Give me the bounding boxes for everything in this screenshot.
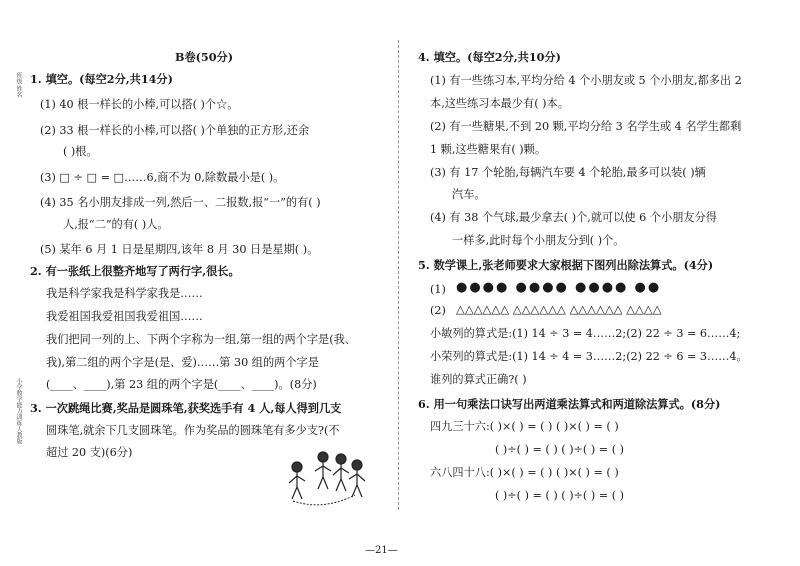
q6-a1: 四九三十六:( )×( ) = ( ) ( )×( ) = ( )	[430, 420, 619, 433]
q5-ming-answer: 小敏列的算式是:(1) 14 ÷ 3 = 4……2;(2) 22 ÷ 3 = 6……4;	[430, 327, 741, 340]
q2-line2: 我爱祖国我爱祖国我爱祖国……	[46, 310, 203, 323]
section-header: B卷(50分)	[175, 50, 233, 64]
q5-who-correct: 谁列的算式正确?( )	[430, 373, 527, 386]
q1-5: (5) 某年 6 月 1 日是星期四,该年 8 月 30 日是星期( )。	[40, 243, 319, 256]
q1-2b: ( )根。	[63, 145, 98, 158]
q3-line2: 圆珠笔,就余下几支圆珠笔。作为奖品的圆珠笔有多少支?(不	[46, 424, 340, 437]
side-label-top: 班级 姓名	[15, 72, 22, 98]
q1-1: (1) 40 根一样长的小棒,可以搭( )个☆。	[40, 98, 239, 111]
q3-line1: 3. 一次跳绳比赛,奖品是圆珠笔,获奖选手有 4 人,每人得到几支	[30, 401, 342, 415]
q4-1a: (1) 有一些练习本,平均分给 4 个小朋友或 5 个小朋友,都多出 2	[430, 74, 742, 87]
q5-1-dots: ●●●● ●●●● ●●●● ●●	[456, 280, 662, 295]
jump-rope-kids-illustration	[283, 445, 373, 507]
side-label-bottom: 小学数学能力训练人教版	[15, 378, 22, 444]
q6-b2: ( )÷( ) = ( ) ( )÷( ) = ( )	[495, 489, 624, 502]
q4-2b: 1 颗,这些糖果有( )颗。	[430, 143, 547, 156]
q2-title: 2. 有一张纸上很整齐地写了两行字,很长。	[30, 264, 240, 278]
q1-3: (3) □ ÷ □ = □……6,商不为 0,除数最小是( )。	[40, 171, 285, 184]
q4-3a: (3) 有 17 个轮胎,每辆汽车要 4 个轮胎,最多可以装( )辆	[430, 166, 706, 179]
column-divider	[398, 40, 399, 510]
q2-line1: 我是科学家我是科学家我是……	[46, 287, 203, 300]
q4-2a: (2) 有一些糖果,不到 20 颗,平均分给 3 名学生或 4 名学生都剩	[430, 120, 742, 133]
q1-4a: (4) 35 名小朋友排成一列,然后一、二报数,报“一”的有( )	[40, 196, 321, 209]
q6-a2: ( )÷( ) = ( ) ( )÷( ) = ( )	[495, 443, 624, 456]
q6-title: 6. 用一句乘法口诀写出两道乘法算式和两道除法算式。(8分)	[418, 397, 721, 411]
q4-1b: 本,这些练习本最少有( )本。	[430, 97, 569, 110]
q5-1-label: (1)	[430, 283, 446, 296]
q4-3b: 汽车。	[452, 188, 486, 201]
page-number: —21—	[365, 545, 398, 556]
q3-line3: 超过 20 支)(6分)	[46, 446, 133, 459]
q1-2a: (2) 33 根一样长的小棒,可以搭( )个单独的正方形,还余	[40, 124, 310, 137]
q5-2-triangles: △△△△△△ △△△△△△ △△△△△△ △△△△	[456, 302, 662, 316]
q1-4b: 人,报“二”的有( )人。	[63, 218, 169, 231]
q2-line3: 我们把同一列的上、下两个字称为一组,第一组的两个字是(我、	[46, 333, 356, 346]
q4-4a: (4) 有 38 个气球,最少拿去( )个,就可以使 6 个小朋友分得	[430, 211, 717, 224]
q1-title: 1. 填空。(每空2分,共14分)	[30, 72, 173, 86]
q2-line4: 我),第二组的两个字是(是、爱)……第 30 组的两个字是	[46, 356, 319, 369]
q5-2-label: (2)	[430, 304, 446, 317]
q6-b1: 六八四十八:( )×( ) = ( ) ( )×( ) = ( )	[430, 466, 619, 479]
q4-title: 4. 填空。(每空2分,共10分)	[418, 50, 561, 64]
q5-ying-answer: 小荣列的算式是:(1) 14 ÷ 4 = 3……2;(2) 22 ÷ 6 = 3……4。	[430, 350, 748, 363]
q5-title: 5. 数学课上,张老师要求大家根据下图列出除法算式。(4分)	[418, 258, 714, 272]
q2-line5: (____、____),第 23 组的两个字是(____、____)。(8分)	[46, 378, 317, 391]
q4-4b: 一样多,此时每个小朋友分到( )个。	[452, 234, 625, 247]
